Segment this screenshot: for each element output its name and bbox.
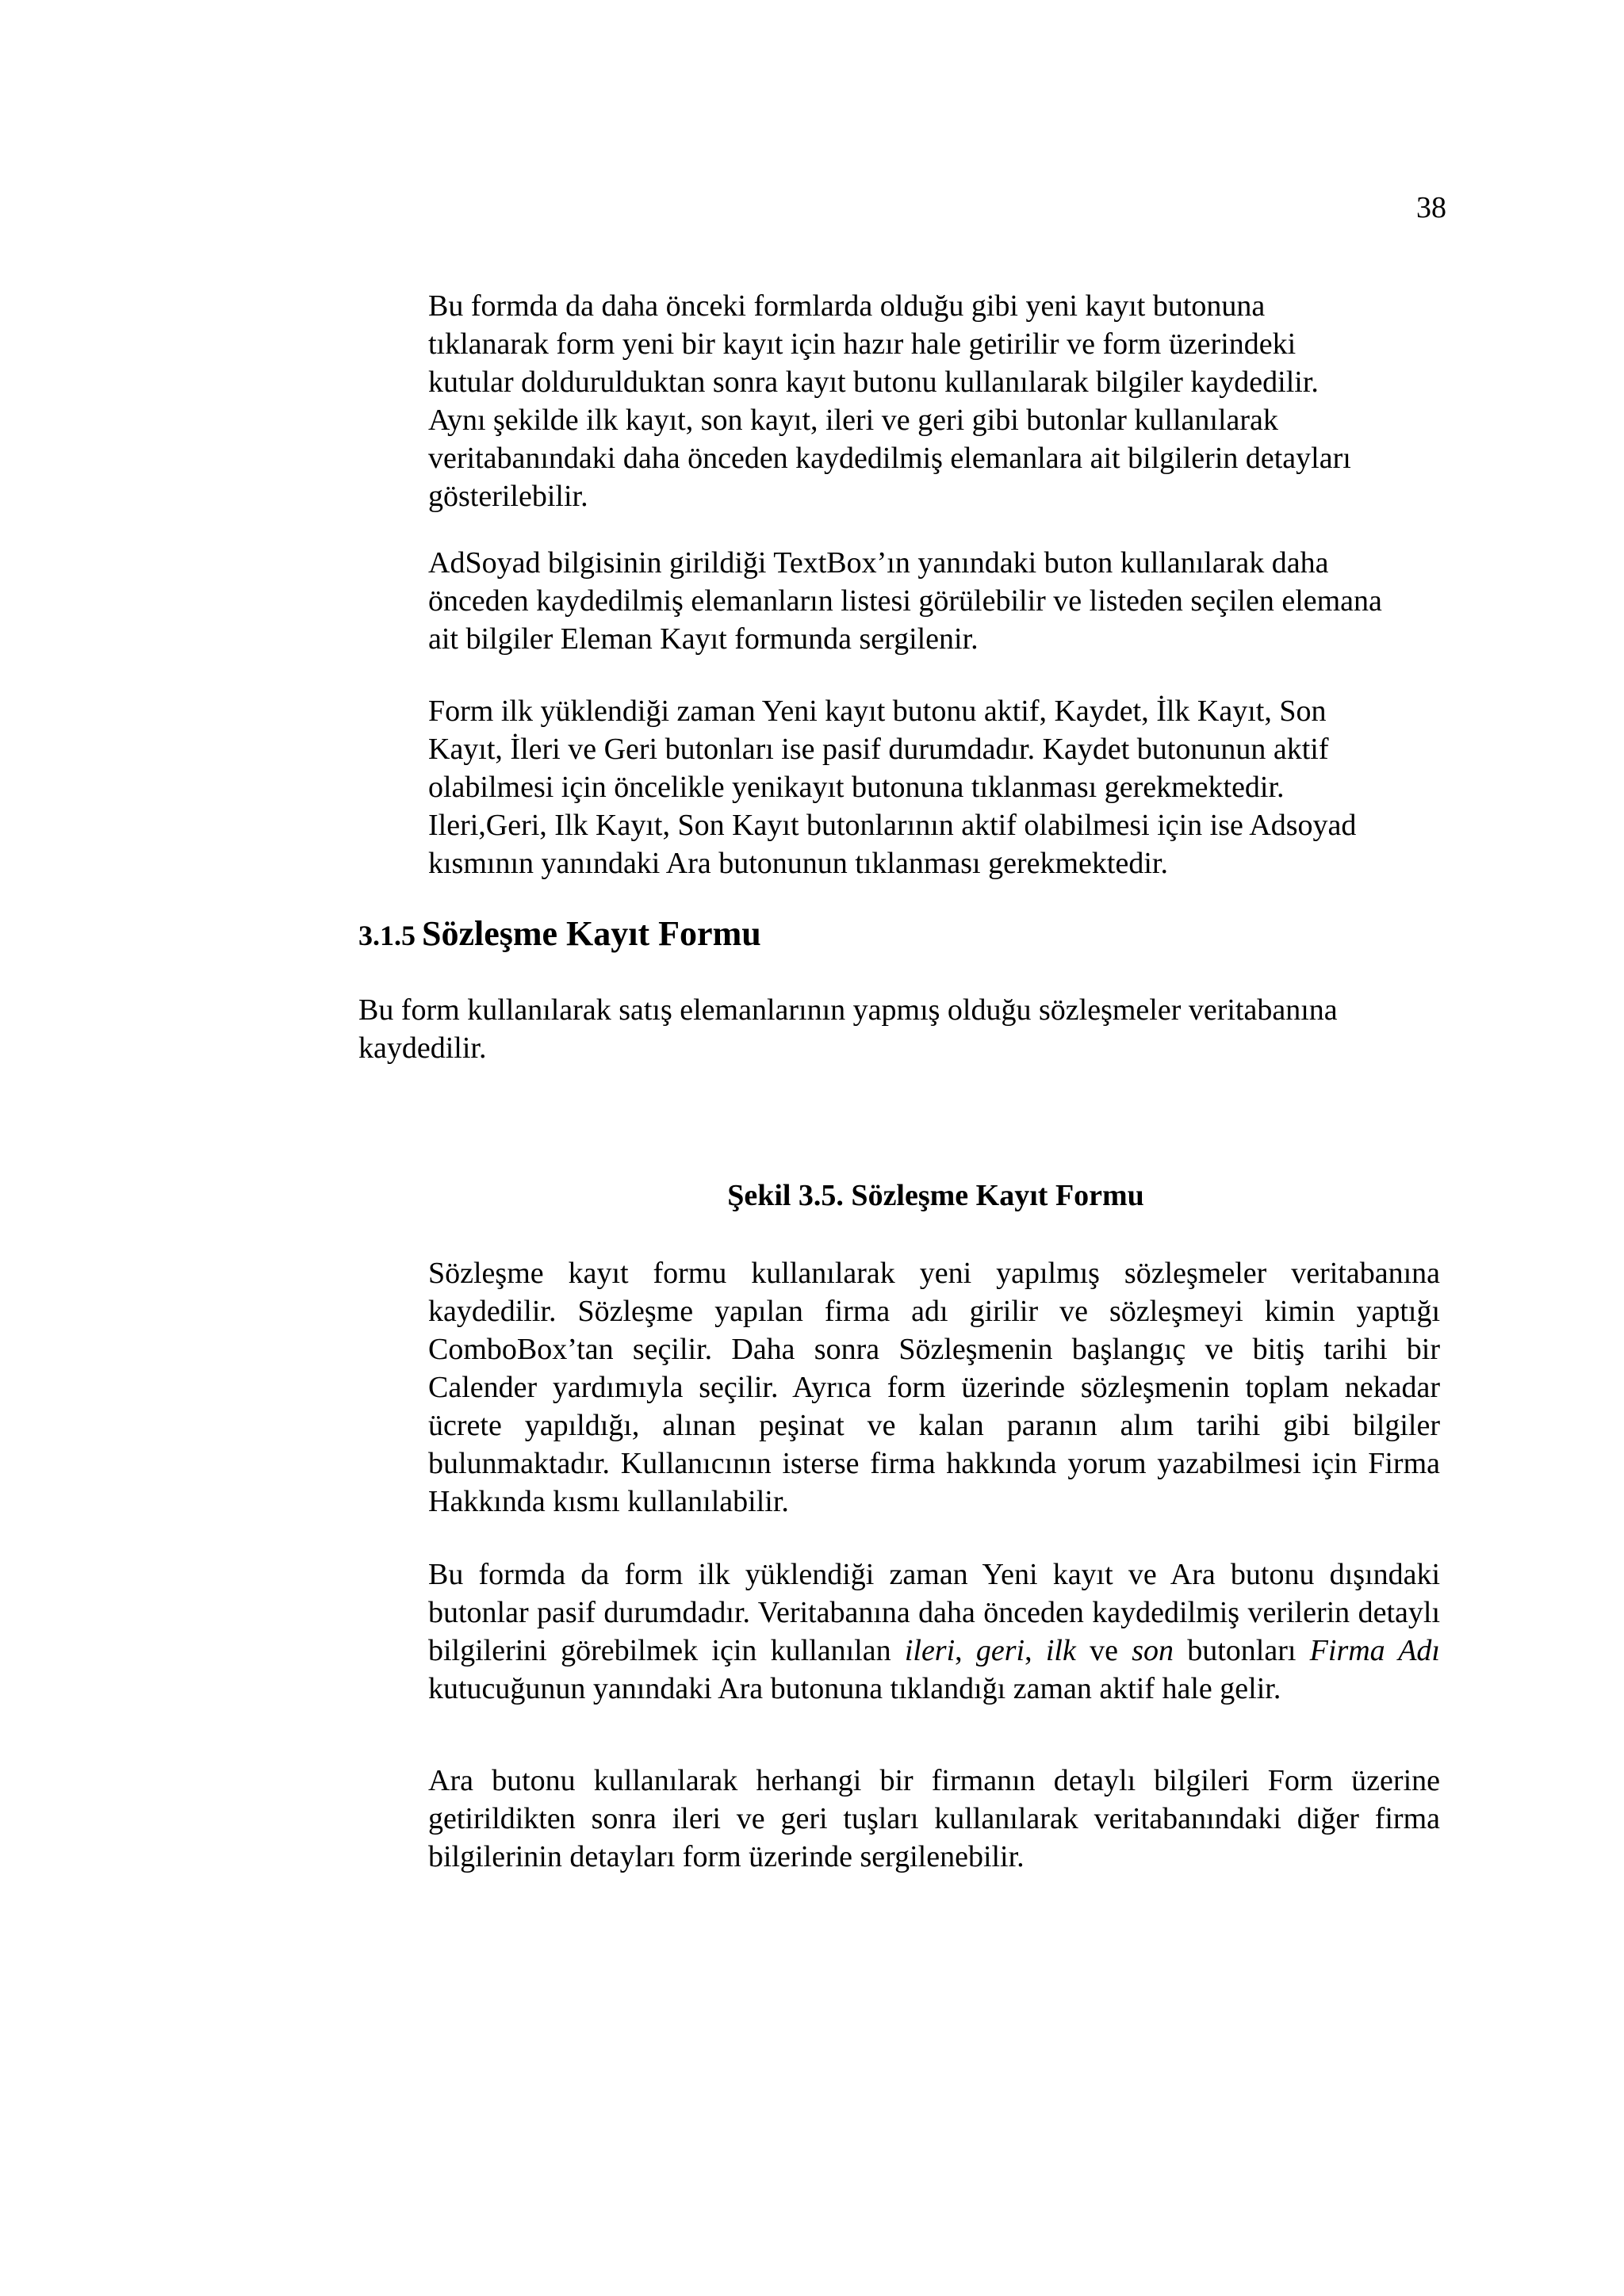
section-number: 3.1.5 [358, 920, 416, 951]
text-run: butonları [1174, 1634, 1310, 1667]
text-line: tıklanarak form yeni bir kayıt için hazır hale getirilir ve form üzerindeki [428, 327, 1297, 361]
text-line: veritabanındaki daha önceden kaydedilmiş elemanlara ait bilgilerin detayları [428, 442, 1351, 475]
text-line: kısmının yanındaki Ara butonunun tıklanması gerekmektedir. [428, 847, 1168, 880]
paragraph-form-usage [428, 287, 1440, 515]
text-line: Bu formda da daha önceki formlarda olduğu gibi yeni kayıt butonuna [428, 289, 1266, 323]
figure-caption: Şekil 3.5. Sözleşme Kayıt Formu [727, 1179, 1144, 1212]
paragraph-buttons-passive [428, 1556, 1440, 1708]
italic-term-geri: geri [975, 1634, 1025, 1667]
italic-term-ileri: ileri [904, 1634, 956, 1667]
text-line: Bu form kullanılarak satış elemanlarının yapmış olduğu sözleşmeler veritabanına [358, 993, 1338, 1027]
text-line: kaydedilir. [358, 1031, 487, 1065]
section-heading [358, 913, 761, 954]
text-run: , [955, 1634, 976, 1667]
text-run: Bu formda da form ilk yüklendiği zaman Yeni kayıt ve Ara butonu dışındaki butonlar pasif durumdadır. Veritabanına daha önceden kaydedilmiş verilerin detaylı bilgilerini görebilmek için kullanılan [428, 1558, 1440, 1667]
text-line: Kayıt, İleri ve Geri butonları ise pasif durumdadır. Kaydet butonunun aktif [428, 733, 1329, 766]
text-line: önceden kaydedilmiş elemanların listesi görülebilir ve listeden seçilen elemana [428, 584, 1382, 618]
text-line: AdSoyad bilgisinin girildiği TextBox’ın yanındaki buton kullanılarak daha [428, 546, 1329, 580]
text-run: ve [1075, 1634, 1132, 1667]
text-line: gösterilebilir. [428, 480, 588, 513]
text-line: Aynı şekilde ilk kayıt, son kayıt, ileri ve geri gibi butonlar kullanılarak [428, 404, 1278, 437]
text-line: Ileri,Geri, Ilk Kayıt, Son Kayıt butonlarının aktif olabilmesi için ise Adsoyad [428, 809, 1357, 842]
paragraph-adsoyad [428, 544, 1440, 658]
section-intro [358, 991, 1440, 1067]
paragraph-contract-form: Sözleşme kayıt formu kullanılarak yeni yapılmış sözleşmeler veritabanına kaydedilir. Sözleşme yapılan firma adı girilir ve sözleşmeyi kimin yaptığı ComboBox’tan seçilir. Daha sonra Sözleşmenin başlangıç ve bitiş tarihi bir Calender yardımıyla seçilir. Ayrıca form üzerinde sözleşmenin toplam nekadar ücrete yapıldığı, alınan peşinat ve kalan paranın alım tarihi gibi bilgiler bulunmaktadır. Kullanıcının isterse firma hakkında yorum yazabilmesi için Firma Hakkında kısmı kullanılabilir. [428, 1257, 1440, 1518]
italic-term-son: son [1132, 1634, 1174, 1667]
paragraph-form-load [428, 692, 1440, 882]
section-title: Sözleşme Kayıt Formu [422, 914, 761, 953]
text-run: , [1025, 1634, 1046, 1667]
page-number: 38 [1416, 191, 1446, 224]
italic-term-firma-adi: Firma Adı [1309, 1634, 1440, 1667]
text-line: olabilmesi için öncelikle yenikayıt butonuna tıklanması gerekmektedir. [428, 771, 1285, 804]
text-line: kutular doldurulduktan sonra kayıt butonu kullanılarak bilgiler kaydedilir. [428, 365, 1319, 399]
italic-term-ilk: ilk [1045, 1634, 1076, 1667]
paragraph-ara-button: Ara butonu kullanılarak herhangi bir firmanın detaylı bilgileri Form üzerine getirildikten sonra ileri ve geri tuşları kullanılarak veritabanındaki diğer firma bilgilerinin detayları form üzerinde sergilenebilir. [428, 1764, 1440, 1873]
text-line: Form ilk yüklendiği zaman Yeni kayıt butonu aktif, Kaydet, İlk Kayıt, Son [428, 695, 1327, 728]
text-line: ait bilgiler Eleman Kayıt formunda sergilenir. [428, 622, 979, 656]
text-run: kutucuğunun yanındaki Ara butonuna tıklandığı zaman aktif hale gelir. [428, 1672, 1281, 1705]
